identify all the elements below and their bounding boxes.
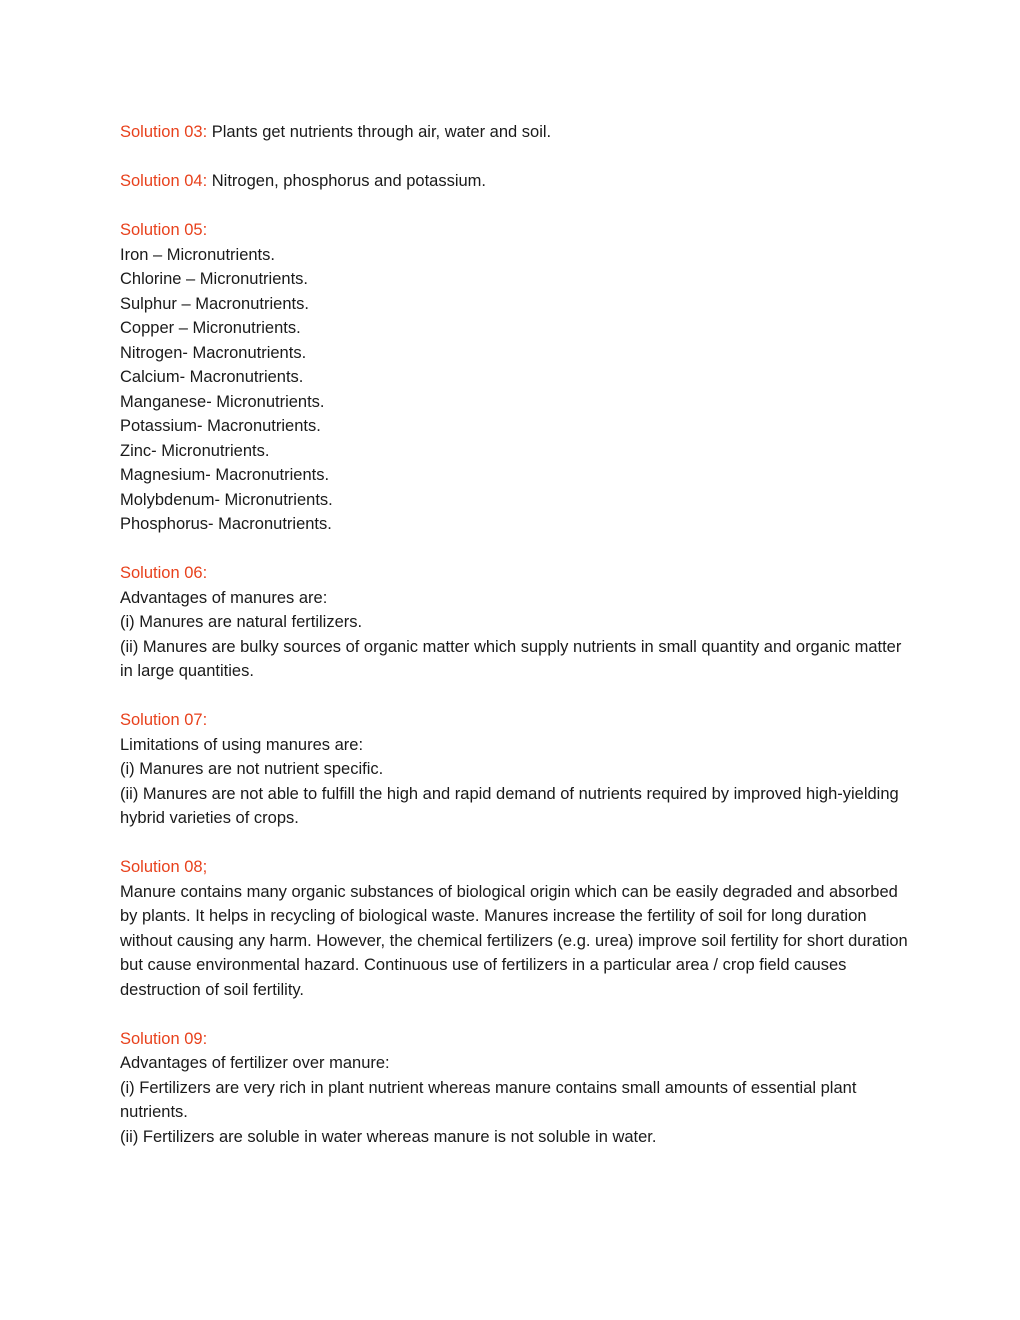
nutrient-line: Sulphur – Macronutrients. — [120, 294, 309, 313]
document-page — [120, 120, 910, 1174]
solution-intro: Limitations of using manures are: — [120, 735, 364, 754]
solution-point: (ii) Fertilizers are soluble in water whereas manure is not soluble in water. — [120, 1127, 657, 1146]
solution-answer: Nitrogen, phosphorus and potassium. — [211, 172, 486, 190]
solution-point: (i) Fertilizers are very rich in plant nutrient whereas manure contains small amounts of essential plant nutrients. — [120, 1078, 857, 1121]
nutrient-line: Zinc- Micronutrients. — [120, 441, 270, 460]
nutrient-line: Manganese- Micronutrients. — [120, 392, 325, 411]
solution-04 — [120, 169, 910, 194]
solution-point: (ii) Manures are bulky sources of organic matter which supply nutrients in small quantity and organic matter in large quantities. — [120, 637, 902, 680]
nutrient-line: Potassium- Macronutrients. — [120, 417, 321, 435]
solution-answer: Plants get nutrients through air, water and soil. — [211, 123, 552, 141]
solution-03 — [120, 120, 910, 145]
solution-heading: Solution 03: — [120, 123, 208, 141]
nutrient-line: Chlorine – Micronutrients. — [120, 270, 308, 288]
solution-05 — [120, 218, 910, 537]
solution-06 — [120, 561, 910, 684]
solution-09 — [120, 1027, 910, 1150]
solution-heading: Solution 05: — [120, 221, 208, 239]
solution-heading: Solution 07: — [120, 711, 208, 729]
solution-point: (i) Manures are natural fertilizers. — [120, 613, 363, 631]
nutrient-line: Magnesium- Macronutrients. — [120, 466, 330, 484]
solution-point: (i) Manures are not nutrient specific. — [120, 760, 384, 778]
solution-heading: Solution 09: — [120, 1029, 208, 1048]
solution-08 — [120, 855, 910, 1002]
solution-intro: Advantages of manures are: — [120, 588, 328, 607]
nutrient-line: Phosphorus- Macronutrients. — [120, 515, 332, 533]
nutrient-line: Molybdenum- Micronutrients. — [120, 490, 333, 509]
solution-heading: Solution 04: — [120, 172, 208, 190]
solution-heading: Solution 06: — [120, 564, 208, 582]
solution-intro: Advantages of fertilizer over manure: — [120, 1054, 390, 1072]
nutrient-line: Iron – Micronutrients. — [120, 245, 275, 264]
nutrient-line: Nitrogen- Macronutrients. — [120, 343, 307, 362]
solution-heading: Solution 08; — [120, 858, 208, 876]
solution-07 — [120, 708, 910, 831]
solution-paragraph: Manure contains many organic substances of biological origin which can be easily degraded and absorbed by plants. It helps in recycling of biological waste. Manures increase the fertility of soil for long duration without causing any harm. However, the chemical fertilizers (e.g. urea) improve soil fertility for short duration but cause environmental hazard. Continuous use of fertilizers in a particular area / crop field causes destruction of soil fertility. — [120, 882, 908, 999]
nutrient-line: Calcium- Macronutrients. — [120, 368, 304, 386]
solution-point: (ii) Manures are not able to fulfill the high and rapid demand of nutrients required by improved high-yielding hybrid varieties of crops. — [120, 784, 899, 827]
nutrient-line: Copper – Micronutrients. — [120, 319, 301, 337]
